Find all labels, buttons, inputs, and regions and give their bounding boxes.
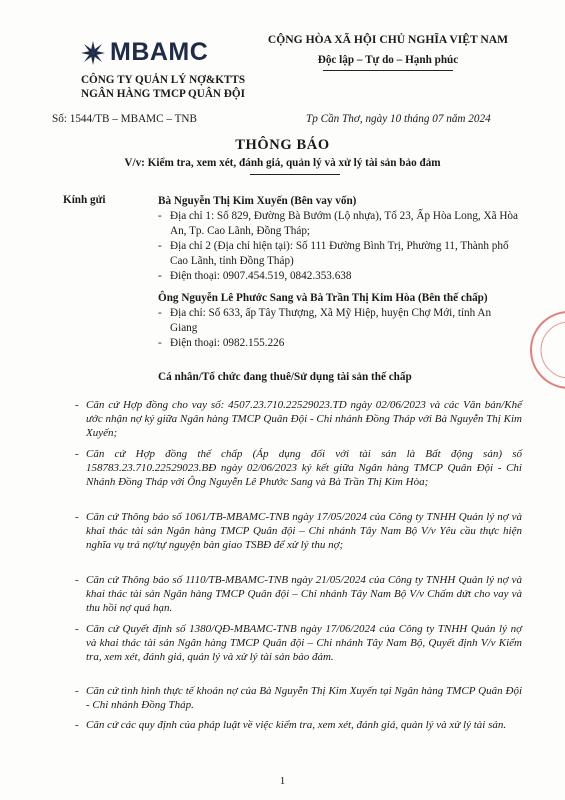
recipient-1-address-2: - Địa chỉ 2 (Địa chỉ hiện tại): Số 111 Đường Bình Trị, Phường 11, Thành phố Cao Lãnh, tỉnh Đồng Tháp) xyxy=(158,239,520,269)
legal-basis-1: - Căn cứ Hợp đồng cho vay số: 4507.23.710.22529023.TD ngày 02/06/2023 và các Văn bản/Khế ước nhận nợ ký giữa Ngân hàng TMCP Quân Đội - Chi nhánh Đồng Tháp với Bà Nguyễn Thị Kim Xuyến; xyxy=(75,399,522,439)
recipient-2 xyxy=(158,291,520,351)
logo-text: MBAMC xyxy=(110,38,209,66)
document-title: THÔNG BÁO xyxy=(235,137,330,153)
recipient-3: Cá nhân/Tổ chức đang thuê/Sử dụng tài sản thế chấp xyxy=(158,371,412,383)
recipient-1 xyxy=(158,194,520,284)
legal-basis-4-text: Căn cứ Thông báo số 1110/TB-MBAMC-TNB ngày 21/05/2024 của Công ty TNHH Quản lý nợ và khai thác tài sản Ngân hàng TMCP Quân đội – Chi nhánh Tây Nam Bộ V/v Chấm dứt cho vay và thu hồi nợ quá hạn. xyxy=(86,574,522,614)
legal-basis-2-text: Căn cứ Hợp đồng thế chấp (Áp dụng đối với tài sản là Bất động sản) số 158783.23.710.22529023.BĐ ngày 02/06/2023 ký kết giữa Ngân hàng TMCP Quân Đội - Chi Nhánh Đồng Tháp với Ông Nguyễn Lê Phước Sang và Bà Trần Thị Kim Hòa; xyxy=(86,448,522,488)
mbamc-star-icon xyxy=(80,40,106,66)
national-motto: Độc lập – Tự do – Hạnh phúc xyxy=(317,54,459,66)
recipient-2-name: Ông Nguyễn Lê Phước Sang và Bà Trần Thị Kim Hòa (Bên thế chấp) xyxy=(158,292,488,304)
subject-underline xyxy=(250,174,340,175)
legal-basis-1-text: Căn cứ Hợp đồng cho vay số: 4507.23.710.22529023.TD ngày 02/06/2023 và các Văn bản/Khế ước nhận nợ ký giữa Ngân hàng TMCP Quân Đội - Chi nhánh Đồng Tháp với Bà Nguyễn Thị Kim Xuyến; xyxy=(86,399,522,439)
legal-basis-3: - Căn cứ Thông báo số 1061/TB-MBAMC-TNB ngày 17/05/2024 của Công ty TNHH Quản lý nợ và khai thác tài sản Ngân hàng TMCP Quân đội – Chi nhánh Tây Nam Bộ V/v Yêu cầu thực hiện nghĩa vụ trả nợ/tự nguyện bàn giao TSBĐ để xử lý thu nợ; xyxy=(75,511,522,551)
recipient-2-address: - Địa chỉ: Số 633, ấp Tây Thượng, Xã Mỹ Hiệp, huyện Chợ Mới, tỉnh An Giang xyxy=(158,306,520,336)
legal-basis-6-text: Căn cứ tình hình thực tế khoản nợ của Bà Nguyễn Thị Kim Xuyến tại Ngân hàng TMCP Quân Đội - Chi nhánh Đồng Tháp. xyxy=(86,685,522,711)
legal-basis-4: - Căn cứ Thông báo số 1110/TB-MBAMC-TNB ngày 21/05/2024 của Công ty TNHH Quản lý nợ và khai thác tài sản Ngân hàng TMCP Quân đội – Chi nhánh Tây Nam Bộ V/v Chấm dứt cho vay và thu hồi nợ quá hạn. xyxy=(75,574,522,614)
legal-basis-7-text: Căn cứ các quy định của pháp luật về việc kiểm tra, xem xét, đánh giá, quản lý và xử lý tài sản. xyxy=(86,719,507,731)
red-seal-stamp-icon xyxy=(527,305,565,395)
document-date: Tp Cần Thơ, ngày 10 tháng 07 năm 2024 xyxy=(306,113,491,125)
recipient-1-name: Bà Nguyễn Thị Kim Xuyến (Bên vay vốn) xyxy=(158,195,357,207)
recipient-1-address-1: - Địa chỉ 1: Số 829, Đường Bà Bướm (Lộ nhựa), Tổ 23, Ấp Hòa Long, Xã Hòa An, Tp. Cao Lãnh, Đồng Tháp; xyxy=(158,209,520,239)
recipient-2-phone: - Điện thoại: 0982.155.226 xyxy=(158,336,520,351)
legal-basis-7: - Căn cứ các quy định của pháp luật về việc kiểm tra, xem xét, đánh giá, quản lý và xử lý tài sản. xyxy=(75,719,507,731)
company-name xyxy=(58,73,268,101)
motto-underline xyxy=(323,70,453,71)
legal-basis-2: - Căn cứ Hợp đồng thế chấp (Áp dụng đối với tài sản là Bất động sản) số 158783.23.710.22529023.BĐ ngày 02/06/2023 ký kết giữa Ngân hàng TMCP Quân Đội - Chi Nhánh Đồng Tháp với Ông Nguyễn Lê Phước Sang và Bà Trần Thị Kim Hòa; xyxy=(75,448,522,488)
legal-basis-3-text: Căn cứ Thông báo số 1061/TB-MBAMC-TNB ngày 17/05/2024 của Công ty TNHH Quản lý nợ và khai thác tài sản Ngân hàng TMCP Quân đội – Chi nhánh Tây Nam Bộ V/v Yêu cầu thực hiện nghĩa vụ trả nợ/tự nguyện bàn giao TSBĐ để xử lý thu nợ; xyxy=(86,511,522,551)
company-line-1: CÔNG TY QUẢN LÝ NỢ&KTTS xyxy=(80,74,246,86)
legal-basis-5: - Căn cứ Quyết định số 1380/QĐ-MBAMC-TNB ngày 17/06/2024 của Công ty TNHH Quản lý nợ và khai thác tài sản Ngân hàng TMCP Quân đội – Chi nhánh Tây Nam Bộ, Quyết định V/v Kiểm tra, xem xét, đánh giá, quản lý và xử lý tài sản bảo đảm. xyxy=(75,623,522,663)
company-logo xyxy=(80,38,208,67)
document-subject: V/v: Kiểm tra, xem xét, đánh giá, quản lý và xử lý tài sản bảo đảm xyxy=(124,157,441,169)
national-title: CỘNG HÒA XÃ HỘI CHỦ NGHĨA VIỆT NAM xyxy=(267,33,509,46)
legal-basis-6: - Căn cứ tình hình thực tế khoản nợ của Bà Nguyễn Thị Kim Xuyến tại Ngân hàng TMCP Quân Đội - Chi nhánh Đồng Tháp. xyxy=(75,685,522,711)
company-line-2: NGÂN HÀNG TMCP QUÂN ĐỘI xyxy=(81,88,245,100)
salutation: Kính gửi xyxy=(63,194,106,206)
page-number: 1 xyxy=(279,775,286,787)
legal-basis-5-text: Căn cứ Quyết định số 1380/QĐ-MBAMC-TNB ngày 17/06/2024 của Công ty TNHH Quản lý nợ và khai thác tài sản Ngân hàng TMCP Quân đội – Chi nhánh Tây Nam Bộ, Quyết định V/v Kiểm tra, xem xét, đánh giá, quản lý và xử lý tài sản bảo đảm. xyxy=(86,623,522,663)
document-number: Số: 1544/TB – MBAMC – TNB xyxy=(52,113,197,125)
recipient-1-phone: - Điện thoại: 0907.454.519, 0842.353.638 xyxy=(158,269,520,284)
